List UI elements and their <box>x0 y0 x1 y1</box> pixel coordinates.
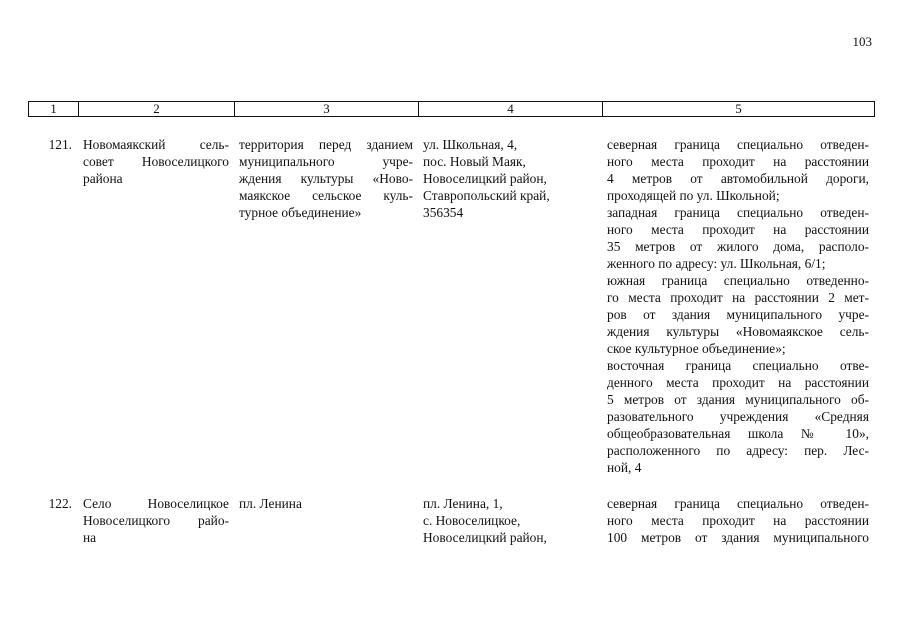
text-line: муниципального учре- <box>239 154 413 169</box>
place-cell <box>234 136 418 495</box>
locations-table <box>28 136 874 546</box>
place-cell <box>234 495 418 546</box>
header-col-4: 4 <box>419 102 603 117</box>
text-line: Новоселицкий район, <box>423 530 547 545</box>
text-line: ское культурное объединение»; <box>607 341 786 356</box>
text-line: ной, 4 <box>607 460 642 475</box>
text-line: северная граница специально отведен- <box>607 137 869 152</box>
text-line: Новоселицкого райо- <box>83 513 229 528</box>
text-line: денного места проходит на расстоянии <box>607 375 869 390</box>
page-number: 103 <box>852 34 872 49</box>
text-line: с. Новоселицкое, <box>423 513 521 528</box>
text-line: турное объединение» <box>239 205 362 220</box>
text-line: западная граница специально отведен- <box>607 205 869 220</box>
text-line: ного места проходит на расстоянии <box>607 222 869 237</box>
text-line: пл. Ленина <box>239 496 302 511</box>
text-line: ного места проходит на расстоянии <box>607 513 869 528</box>
text-line: совет Новоселицкого <box>83 154 229 169</box>
municipality-cell <box>78 136 234 495</box>
text-line: женного по адресу: ул. Школьная, 6/1; <box>607 256 826 271</box>
text-line: общеобразовательная школа № 10», <box>607 426 869 441</box>
header-col-5: 5 <box>603 102 875 117</box>
text-line: северная граница специально отведен- <box>607 496 869 511</box>
boundary-description-cell <box>602 495 874 546</box>
header-row <box>29 102 875 117</box>
header-col-1: 1 <box>29 102 79 117</box>
text-line: Новомаякский сель- <box>83 137 229 152</box>
text-line: ул. Школьная, 4, <box>423 137 518 152</box>
header-col-3: 3 <box>235 102 419 117</box>
row-number: 122. <box>48 496 72 511</box>
text-line: го места проходит на расстоянии 2 мет- <box>607 290 869 305</box>
text-line: 356354 <box>423 205 464 220</box>
municipality-cell <box>78 495 234 546</box>
column-number-header <box>28 101 875 117</box>
text-line: проходящей по ул. Школьной; <box>607 188 780 203</box>
header-col-2: 2 <box>79 102 235 117</box>
text-line: Село Новоселицкое <box>83 496 229 511</box>
text-line: маякское сельское куль- <box>239 188 413 203</box>
text-line: расположенного по адресу: пер. Лес- <box>607 443 869 458</box>
boundary-description-cell <box>602 136 874 495</box>
text-line: Ставропольский край, <box>423 188 550 203</box>
text-line: территория перед зданием <box>239 137 413 152</box>
text-line: пл. Ленина, 1, <box>423 496 503 511</box>
text-line: Новоселицкий район, <box>423 171 547 186</box>
text-line: 5 метров от здания муниципального об- <box>607 392 869 407</box>
address-cell <box>418 495 602 546</box>
text-line: разовательного учреждения «Средняя <box>607 409 869 424</box>
text-line: района <box>83 171 123 186</box>
address-cell <box>418 136 602 495</box>
text-line: ров от здания муниципального учре- <box>607 307 869 322</box>
text-line: ждения культуры «Новомаякское сель- <box>607 324 869 339</box>
text-line: на <box>83 530 97 545</box>
text-line: 35 метров от жилого дома, располо- <box>607 239 869 254</box>
table-row <box>28 495 874 546</box>
text-line: восточная граница специально отве- <box>607 358 869 373</box>
text-line: южная граница специально отведенно- <box>607 273 869 288</box>
text-line: ждения культуры «Ново- <box>239 171 413 186</box>
text-line: 100 метров от здания муниципального <box>607 530 869 545</box>
text-line: пос. Новый Маяк, <box>423 154 526 169</box>
table-row <box>28 136 874 495</box>
row-number: 121. <box>48 137 72 152</box>
text-line: ного места проходит на расстоянии <box>607 154 869 169</box>
text-line: 4 метров от автомобильной дороги, <box>607 171 869 186</box>
